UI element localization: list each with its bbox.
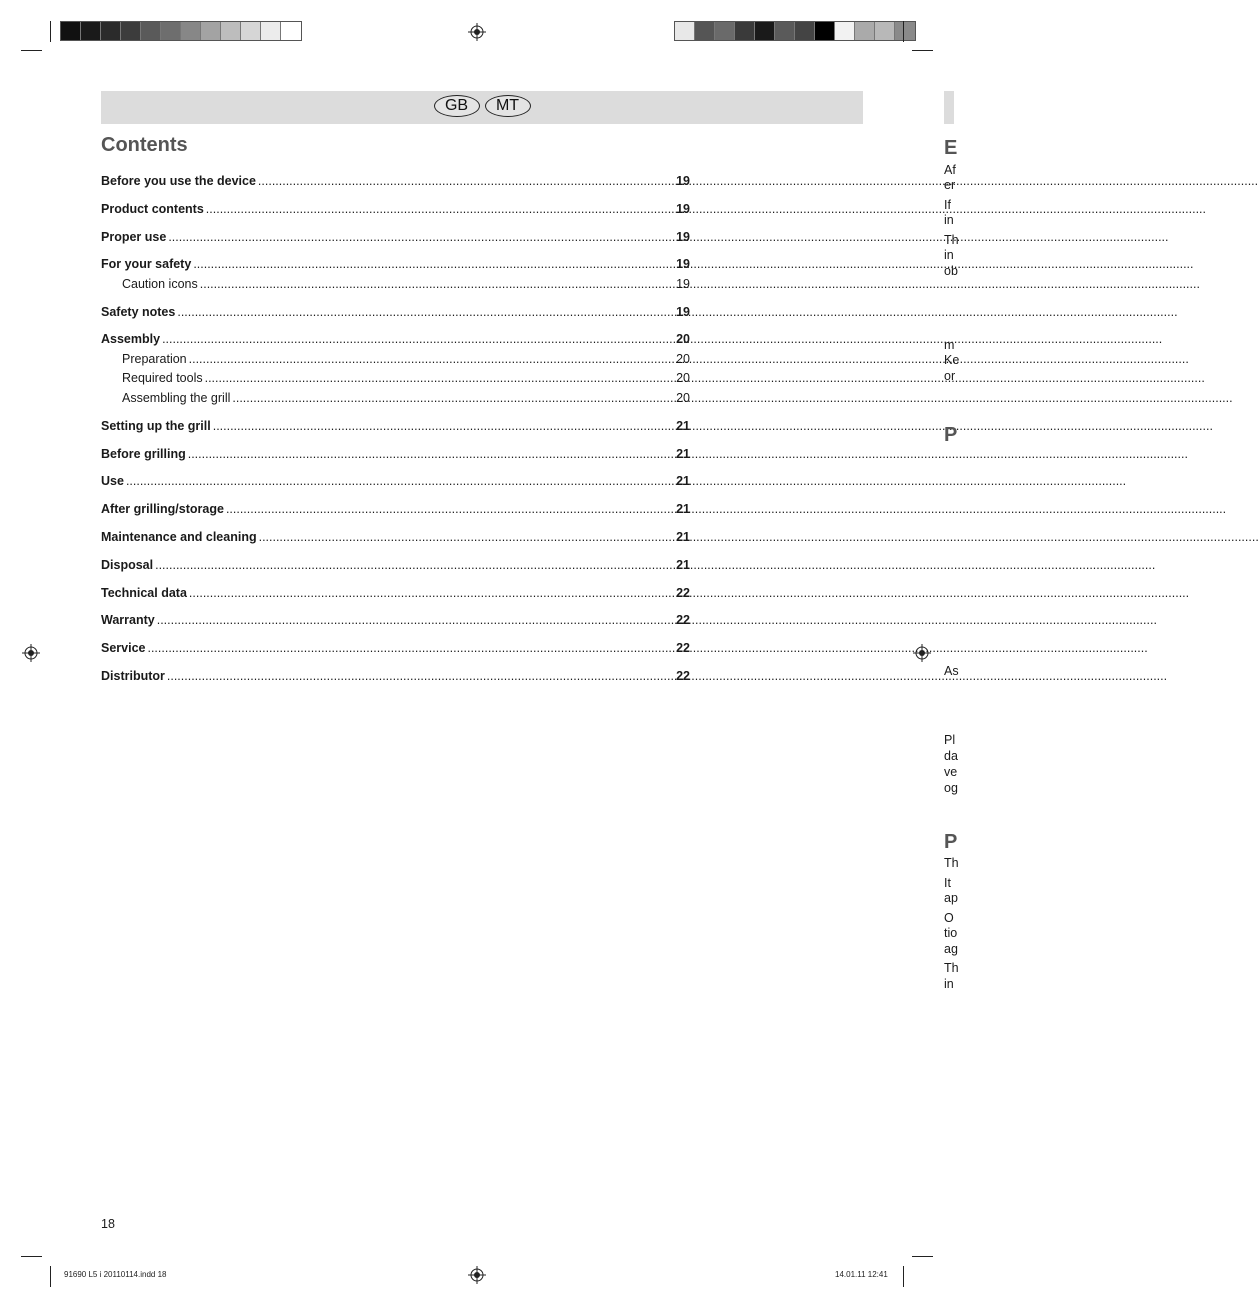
- toc-leader-dots: [162, 330, 674, 350]
- toc-entry-label: Service: [101, 641, 146, 656]
- crop-mark: [903, 21, 904, 42]
- footer-date-time: 14.01.11 12:41: [835, 1270, 888, 1279]
- calibration-swatch: [281, 22, 301, 40]
- color-calibration-bar-left: [60, 21, 302, 41]
- calibration-swatch: [815, 22, 835, 40]
- toc-entry-page: 21: [676, 502, 690, 517]
- calibration-swatch: [675, 22, 695, 40]
- toc-entry-page: 22: [676, 641, 690, 656]
- adjacent-page-text-fragment: in: [944, 248, 954, 262]
- toc-entry: [101, 369, 690, 389]
- toc-leader-dots: [168, 228, 674, 248]
- toc-entry-label: Preparation: [122, 351, 187, 366]
- toc-entry: [101, 639, 690, 659]
- toc-entry-page: 21: [676, 557, 690, 572]
- adjacent-page-text-fragment: da: [944, 749, 958, 763]
- toc-leader-dots: [157, 611, 674, 631]
- calibration-swatch: [895, 22, 915, 40]
- registration-target-icon: [468, 23, 486, 41]
- table-of-contents: [101, 172, 690, 686]
- toc-entry: [101, 667, 690, 687]
- calibration-swatch: [201, 22, 221, 40]
- toc-entry: [101, 500, 690, 520]
- adjacent-page-text-fragment: O: [944, 911, 954, 925]
- toc-leader-dots: [200, 275, 674, 295]
- adjacent-page-heading-fragment: E: [944, 137, 958, 159]
- adjacent-page-text-fragment: er: [944, 178, 956, 192]
- toc-entry-label: Proper use: [101, 229, 167, 244]
- adjacent-page-text-fragment: It: [944, 876, 951, 890]
- toc-leader-dots: [188, 445, 674, 465]
- registration-target-icon: [22, 644, 40, 662]
- toc-entry: [101, 417, 690, 437]
- toc-leader-dots: [206, 200, 674, 220]
- toc-entry: [101, 228, 690, 248]
- toc-leader-dots: [126, 472, 674, 492]
- toc-entry-label: Required tools: [122, 371, 203, 386]
- calibration-swatch: [141, 22, 161, 40]
- toc-entry-page: 19: [676, 257, 690, 272]
- crop-mark: [21, 1256, 42, 1257]
- adjacent-page-text-fragment: ap: [944, 891, 958, 905]
- calibration-swatch: [835, 22, 855, 40]
- toc-leader-dots: [259, 528, 675, 548]
- crop-mark: [50, 1266, 51, 1287]
- toc-entry-page: 19: [676, 276, 690, 291]
- adjacent-page-text-fragment: or: [944, 369, 956, 383]
- toc-leader-dots: [189, 584, 674, 604]
- crop-mark: [903, 1266, 904, 1287]
- toc-entry-page: 21: [676, 446, 690, 461]
- toc-entry-page: 19: [676, 201, 690, 216]
- calibration-swatch: [735, 22, 755, 40]
- toc-leader-dots: [213, 417, 674, 437]
- calibration-swatch: [121, 22, 141, 40]
- toc-entry-page: 20: [676, 390, 690, 405]
- toc-entry-label: Distributor: [101, 668, 165, 683]
- calibration-swatch: [695, 22, 715, 40]
- language-badges: [101, 95, 863, 117]
- adjacent-page-text-fragment: in: [944, 213, 954, 227]
- toc-entry-page: 19: [676, 174, 690, 188]
- toc-entry-label: Setting up the grill: [101, 418, 211, 433]
- footer-file-name: 91690 L5 i 20110114.indd 18: [64, 1270, 167, 1279]
- adjacent-page-text-fragment: Af: [944, 163, 956, 177]
- calibration-swatch: [241, 22, 261, 40]
- crop-mark: [912, 50, 933, 51]
- adjacent-page-text-fragment: og: [944, 781, 958, 795]
- toc-entry: [101, 584, 690, 604]
- toc-entry-label: Warranty: [101, 613, 155, 628]
- toc-leader-dots: [193, 255, 674, 275]
- calibration-swatch: [161, 22, 181, 40]
- calibration-swatch: [61, 22, 81, 40]
- toc-leader-dots: [177, 303, 674, 323]
- adjacent-page-band: [944, 91, 954, 124]
- toc-entry-label: After grilling/storage: [101, 502, 224, 517]
- toc-entry-page: 22: [676, 668, 690, 683]
- color-calibration-bar-right: [674, 21, 916, 41]
- calibration-swatch: [81, 22, 101, 40]
- toc-entry: [101, 389, 690, 409]
- toc-entry: [101, 611, 690, 631]
- toc-entry: [101, 255, 690, 275]
- toc-entry-label: Assembling the grill: [122, 390, 231, 405]
- calibration-swatch: [221, 22, 241, 40]
- toc-leader-dots: [189, 350, 674, 370]
- toc-entry: [101, 445, 690, 465]
- adjacent-page-heading-fragment: P: [944, 424, 958, 446]
- toc-entry: [101, 330, 690, 350]
- toc-entry-page: 21: [676, 418, 690, 433]
- toc-entry-label: Disposal: [101, 557, 154, 572]
- adjacent-page-text-fragment: If: [944, 198, 951, 212]
- toc-leader-dots: [258, 172, 674, 192]
- toc-entry-label: Product contents: [101, 201, 204, 216]
- toc-entry-page: 22: [676, 585, 690, 600]
- toc-leader-dots: [147, 639, 674, 659]
- calibration-swatch: [795, 22, 815, 40]
- toc-leader-dots: [167, 667, 674, 687]
- crop-mark: [21, 50, 42, 51]
- toc-entry-page: 19: [676, 229, 690, 244]
- calibration-swatch: [875, 22, 895, 40]
- toc-leader-dots: [232, 389, 674, 409]
- adjacent-page-text-fragment: Th: [944, 856, 959, 870]
- adjacent-page-text-fragment: ve: [944, 765, 958, 779]
- adjacent-page-text-fragment: ag: [944, 942, 958, 956]
- calibration-swatch: [181, 22, 201, 40]
- calibration-swatch: [855, 22, 875, 40]
- toc-entry-label: Before you use the device: [101, 174, 256, 188]
- toc-leader-dots: [155, 556, 674, 576]
- adjacent-page-text-fragment: Th: [944, 961, 959, 975]
- toc-entry-label: Caution icons: [122, 276, 198, 291]
- calibration-swatch: [775, 22, 795, 40]
- toc-entry: [101, 200, 690, 220]
- adjacent-page-text-fragment: Th: [944, 233, 959, 247]
- calibration-swatch: [755, 22, 775, 40]
- toc-leader-dots: [205, 369, 674, 389]
- language-header-band: [101, 91, 863, 124]
- toc-entry-label: Maintenance and cleaning: [101, 529, 257, 544]
- toc-entry-label: For your safety: [101, 257, 192, 272]
- toc-entry-page: 21: [676, 474, 690, 489]
- toc-entry-page: 20: [676, 351, 690, 366]
- toc-entry: [101, 172, 690, 192]
- calibration-swatch: [261, 22, 281, 40]
- adjacent-page-text-fragment: Pl: [944, 733, 956, 747]
- adjacent-page-text-fragment: ob: [944, 264, 958, 278]
- registration-target-icon: [468, 1266, 486, 1284]
- toc-entry: [101, 350, 690, 370]
- toc-entry: [101, 303, 690, 323]
- toc-entry-page: 20: [676, 371, 690, 386]
- adjacent-page-text-fragment: in: [944, 977, 954, 991]
- calibration-swatch: [715, 22, 735, 40]
- adjacent-page-text-fragment: m: [944, 338, 955, 352]
- page-title: Contents: [101, 134, 188, 156]
- adjacent-page-heading-fragment: P: [944, 831, 958, 853]
- toc-entry: [101, 556, 690, 576]
- toc-entry-page: 21: [676, 529, 690, 544]
- adjacent-page-text-fragment: tio: [944, 926, 958, 940]
- toc-entry: [101, 528, 690, 548]
- language-badge-mt: MT: [485, 95, 531, 117]
- toc-leader-dots: [226, 500, 674, 520]
- toc-entry-label: Technical data: [101, 585, 187, 600]
- toc-entry-page: 20: [676, 332, 690, 347]
- toc-entry-label: Use: [101, 474, 124, 489]
- toc-entry: [101, 275, 690, 295]
- crop-mark: [50, 21, 51, 42]
- calibration-swatch: [101, 22, 121, 40]
- language-badge-gb: GB: [434, 95, 480, 117]
- toc-entry: [101, 472, 690, 492]
- crop-mark: [912, 1256, 933, 1257]
- toc-entry-label: Before grilling: [101, 446, 186, 461]
- toc-entry-page: 22: [676, 613, 690, 628]
- toc-entry-label: Safety notes: [101, 304, 176, 319]
- adjacent-page-text-fragment: As: [944, 664, 959, 678]
- adjacent-page-text-fragment: Ke: [944, 353, 960, 367]
- toc-entry-page: 19: [676, 304, 690, 319]
- toc-entry-label: Assembly: [101, 332, 161, 347]
- page-number: 18: [101, 1217, 115, 1231]
